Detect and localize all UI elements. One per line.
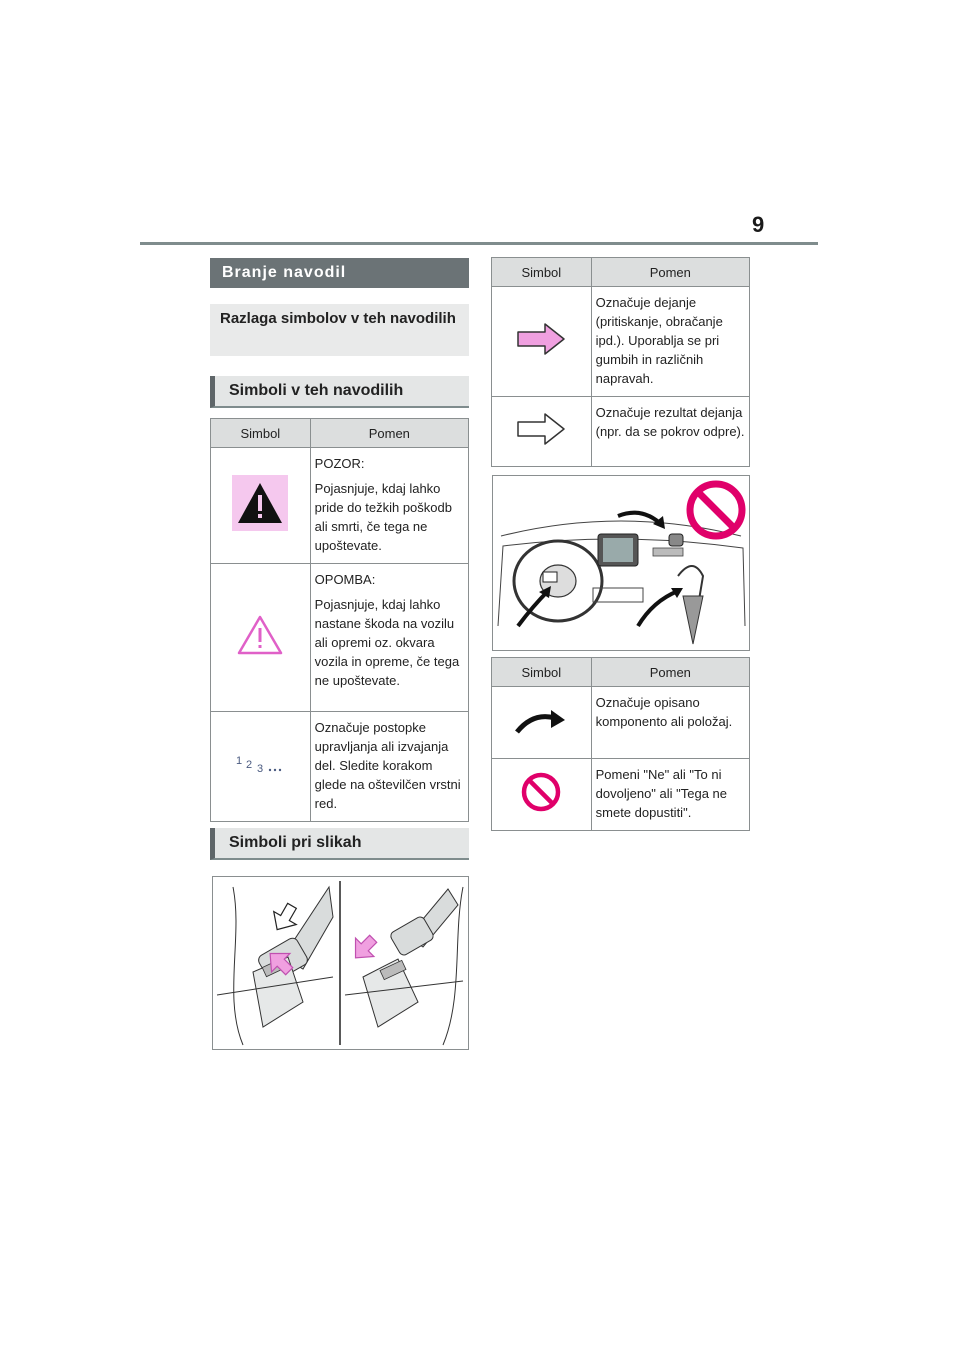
column-header-meaning: Pomen bbox=[591, 258, 749, 287]
table-row bbox=[492, 759, 750, 831]
svg-text:1: 1 bbox=[236, 755, 243, 767]
meaning-cell bbox=[591, 759, 749, 831]
table-row bbox=[211, 564, 469, 712]
table-row bbox=[492, 397, 750, 467]
top-divider bbox=[140, 242, 818, 245]
meaning-text: Pojasnjuje, kdaj lahko pride do težkih poškodb ali smrti, če tega ne upoštevate. bbox=[314, 481, 452, 553]
outline-arrow-icon bbox=[515, 411, 567, 447]
subsection-title: Razlaga simbolov v teh navodilih bbox=[210, 304, 469, 356]
symbol-cell bbox=[211, 564, 311, 712]
meaning-text: Označuje postopke upravljanja ali izvajanja del. Sledite korakom glede na oštevilčen vrstni red. bbox=[314, 720, 461, 811]
table-row bbox=[211, 448, 469, 564]
symbol-cell bbox=[211, 712, 311, 822]
meaning-cell bbox=[310, 564, 468, 712]
meaning-cell bbox=[591, 287, 749, 397]
meaning-text: Pomeni "Ne" ali "To ni dovoljeno" ali "Tega ne smete dopustiti". bbox=[595, 767, 728, 820]
pink-arrow-icon bbox=[515, 321, 567, 357]
column-header-symbol: Simbol bbox=[492, 658, 592, 687]
symbol-cell bbox=[492, 287, 592, 397]
action-symbols-table bbox=[491, 257, 750, 467]
page-number: 9 bbox=[752, 212, 765, 237]
table-row bbox=[492, 687, 750, 759]
prohibited-icon bbox=[519, 770, 563, 814]
curved-arrow-icon bbox=[513, 704, 569, 736]
symbol-cell bbox=[492, 687, 592, 759]
meaning-text: Označuje opisano komponento ali položaj. bbox=[595, 695, 733, 729]
dashboard-illustration bbox=[492, 475, 750, 651]
meaning-label: OPOMBA: bbox=[314, 572, 376, 587]
table-row bbox=[492, 287, 750, 397]
meaning-text: Označuje dejanje (pritiskanje, obračanje ipd.). Uporablja se pri gumbih in različnih napravah. bbox=[595, 295, 723, 386]
meaning-cell bbox=[310, 448, 468, 564]
symbols-table bbox=[210, 418, 469, 822]
column-header-meaning: Pomen bbox=[310, 419, 468, 448]
meaning-label: POZOR: bbox=[314, 456, 365, 471]
caution-outline-icon bbox=[235, 613, 285, 657]
table-header-row bbox=[492, 658, 750, 687]
figure-symbols-table bbox=[491, 657, 750, 831]
table-row bbox=[211, 712, 469, 822]
warning-filled-icon bbox=[232, 475, 288, 531]
symbol-cell bbox=[492, 397, 592, 467]
meaning-cell bbox=[591, 687, 749, 759]
table-header-row bbox=[211, 419, 469, 448]
column-header-meaning: Pomen bbox=[591, 658, 749, 687]
meaning-cell bbox=[591, 397, 749, 467]
section-title: Branje navodil bbox=[210, 258, 469, 288]
column-header-symbol: Simbol bbox=[211, 419, 311, 448]
dashboard-image bbox=[493, 476, 749, 650]
meaning-text: Označuje rezultat dejanja (npr. da se pokrov odpre). bbox=[595, 405, 745, 439]
svg-text:2: 2 bbox=[246, 759, 253, 771]
seatbelt-illustration bbox=[212, 876, 469, 1050]
svg-text:3: 3 bbox=[257, 763, 264, 775]
meaning-cell bbox=[310, 712, 468, 822]
figures-heading: Simboli pri slikah bbox=[210, 828, 469, 860]
step-numbers-icon bbox=[232, 752, 288, 776]
table-header-row bbox=[492, 258, 750, 287]
symbol-cell bbox=[211, 448, 311, 564]
seatbelt-buckle-image bbox=[213, 877, 468, 1049]
meaning-text: Pojasnjuje, kdaj lahko nastane škoda na vozilu ali opremi oz. okvara vozila in opreme, če tega ne upoštevate. bbox=[314, 597, 460, 688]
column-header-symbol: Simbol bbox=[492, 258, 592, 287]
symbols-heading: Simboli v teh navodilih bbox=[210, 376, 469, 408]
symbol-cell bbox=[492, 759, 592, 831]
